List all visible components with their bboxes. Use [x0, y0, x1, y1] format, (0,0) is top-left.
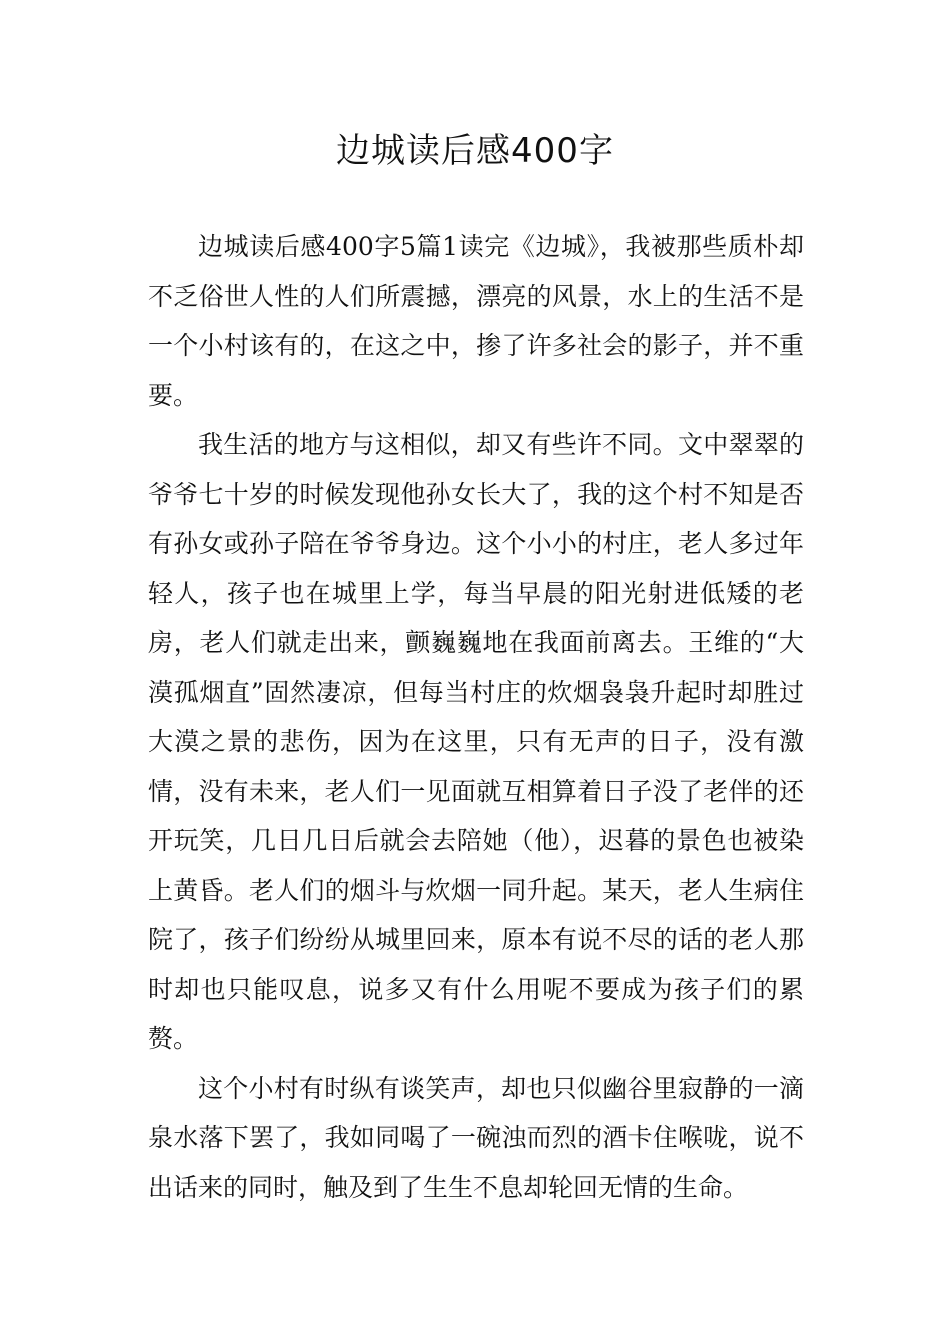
document-body: [148, 222, 804, 1212]
paragraph-2: 我生活的地方与这相似，却又有些许不同。文中翠翠的爷爷七十岁的时候发现他孙女长大了，我的这个村不知是否有孙女或孙子陪在爷爷身边。这个小小的村庄，老人多过年轻人，孩子也在城里上学，每当早晨的阳光射进低矮的老房，老人们就走出来，颤巍巍地在我面前离去。王维的“大漠孤烟直”固然凄凉，但每当村庄的炊烟袅袅升起时却胜过大漠之景的悲伤，因为在这里，只有无声的日子，没有激情，没有未来，老人们一见面就互相算着日子没了老伴的还开玩笑，几日几日后就会去陪她（他），迟暮的景色也被染上黄昏。老人们的烟斗与炊烟一同升起。某天，老人生病住院了，孩子们纷纷从城里回来，原本有说不尽的话的老人那时却也只能叹息，说多又有什么用呢不要成为孩子们的累赘。: [148, 430, 804, 1053]
document-title: 边城读后感400字: [336, 131, 614, 171]
paragraph-1: 边城读后感400字5篇1读完《边城》，我被那些质朴却不乏俗世人性的人们所震撼，漂亮的风景，水上的生活不是一个小村该有的，在这之中，掺了许多社会的影子，并不重要。: [148, 232, 804, 410]
paragraph-3: 这个小村有时纵有谈笑声，却也只似幽谷里寂静的一滴泉水落下罢了，我如同喝了一碗浊而烈的酒卡住喉咙，说不出话来的同时，触及到了生生不息却轮回无情的生命。: [148, 1073, 804, 1202]
